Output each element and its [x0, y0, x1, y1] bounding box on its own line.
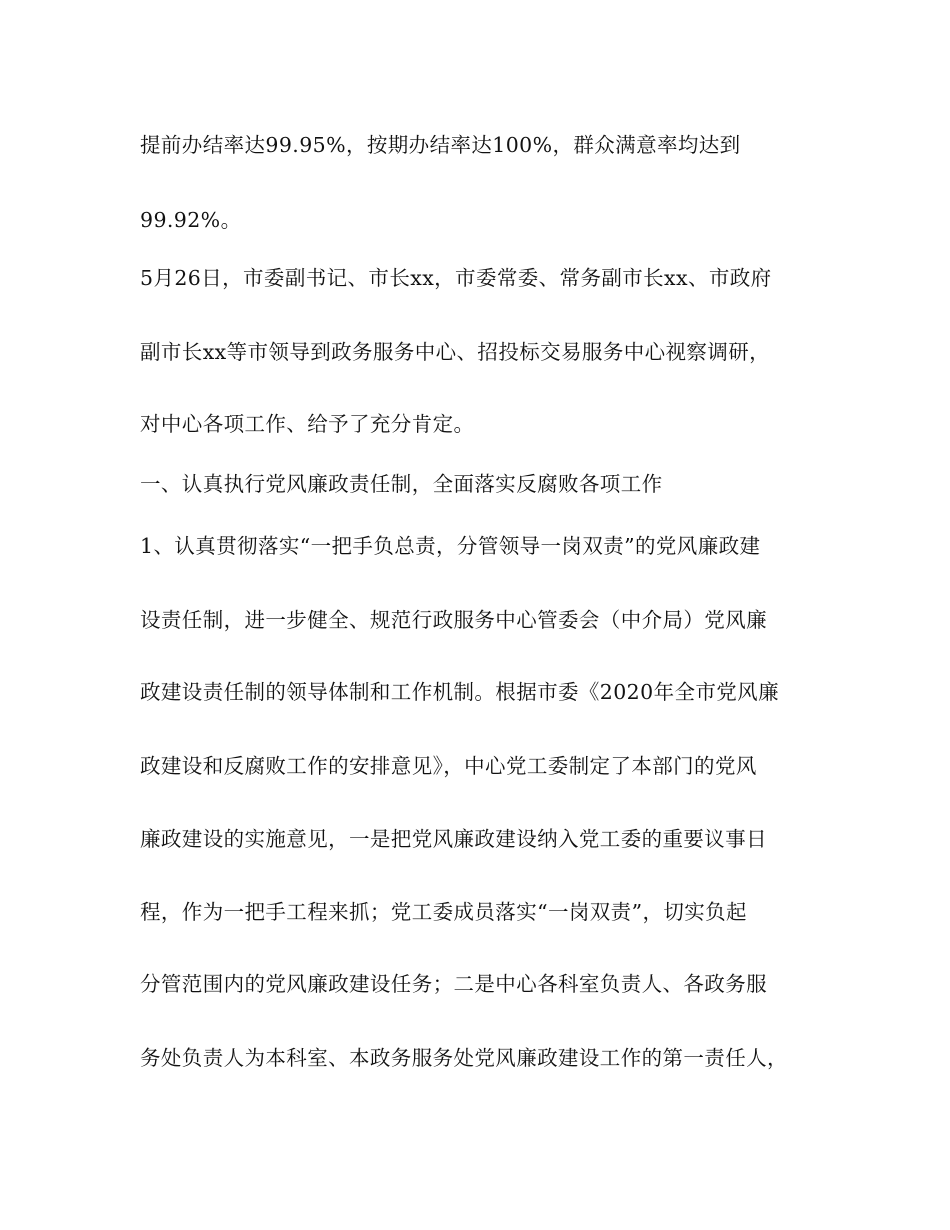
paragraph-line-10: 政建设和反腐败工作的安排意见》，中心党工委制定了本部门的党风 — [140, 754, 757, 778]
paragraph-line-5: 对中心各项工作、给予了充分肯定。 — [140, 412, 475, 436]
paragraph-line-7: 1、认真贯彻落实“一把手负总责，分管领导一岗双责”的党风廉政建 — [140, 534, 761, 558]
paragraph-line-11: 廉政建设的实施意见，一是把党风廉政建设纳入党工委的重要议事日 — [140, 827, 767, 851]
paragraph-line-4: 副市长xx等市领导到政务服务中心、招投标交易服务中心视察调研， — [140, 340, 771, 364]
paragraph-line-8: 设责任制，进一步健全、规范行政服务中心管委会（中介局）党风廉 — [140, 608, 767, 632]
section-heading: 一、认真执行党风廉政责任制，全面落实反腐败各项工作 — [140, 472, 663, 496]
paragraph-line-9: 政建设责任制的领导体制和工作机制。根据市委《2020年全市党风廉 — [140, 680, 779, 704]
paragraph-line-2: 99.92%。 — [140, 208, 242, 232]
paragraph-line-13: 分管范围内的党风廉政建设任务；二是中心各科室负责人、各政务服 — [140, 972, 767, 996]
paragraph-line-1: 提前办结率达99.95%，按期办结率达100%，群众满意率均达到 — [140, 133, 741, 157]
paragraph-line-14: 务处负责人为本科室、本政务服务处党风廉政建设工作的第一责任人， — [140, 1046, 788, 1070]
paragraph-line-3: 5月26日，市委副书记、市长xx，市委常委、常务副市长xx、市政府 — [140, 266, 772, 290]
paragraph-line-12: 程，作为一把手工程来抓；党工委成员落实“一岗双责”，切实负起 — [140, 900, 747, 924]
